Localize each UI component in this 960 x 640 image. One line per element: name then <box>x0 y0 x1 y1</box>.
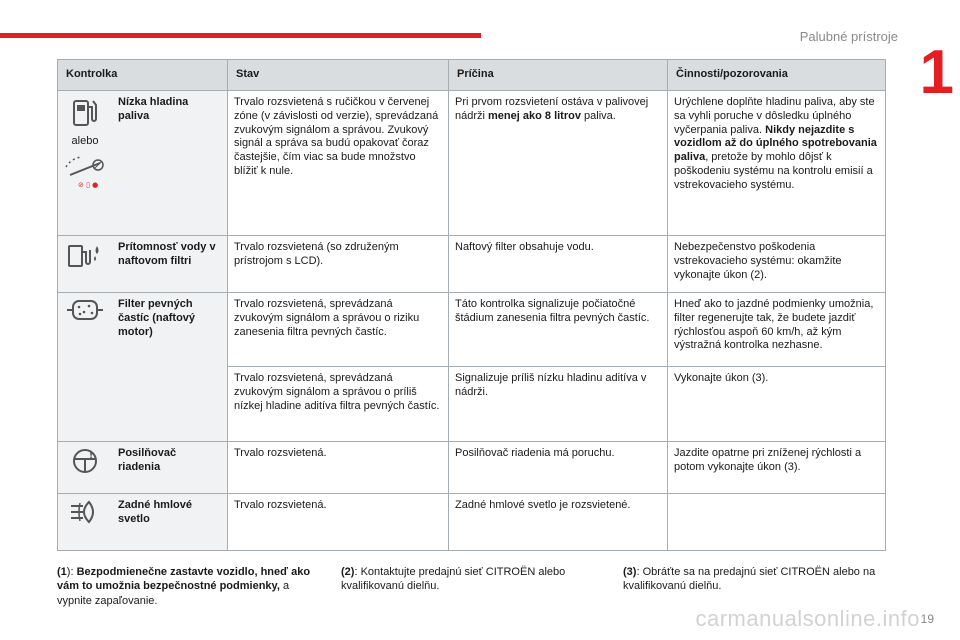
icon-cell <box>58 494 113 551</box>
svg-text:!: ! <box>89 451 94 461</box>
col-header-cinnosti: Činnosti/pozorovania <box>668 60 886 91</box>
section-title: Palubné prístroje <box>799 29 898 44</box>
cause-emphasis: menej ako 8 litrov <box>488 109 581 122</box>
action-emphasis: Nikdy nejazdite s vozidlom až do úplného spotrebovania paliva <box>674 123 877 163</box>
action-cell <box>668 91 886 236</box>
action-cell <box>668 494 886 551</box>
icon-cell <box>58 442 113 494</box>
col-header-stav: Stav <box>228 60 449 91</box>
col-header-kontrolka: Kontrolka <box>58 60 228 91</box>
svg-text:⊘ ▯ ●: ⊘ ▯ ● <box>78 180 99 189</box>
light-name: Zadné hmlové svetlo <box>112 494 228 551</box>
table-row <box>58 442 886 494</box>
state-cell: Trvalo rozsvietená. <box>228 442 449 494</box>
light-name: Posilňovač riadenia <box>112 442 228 494</box>
rear-fog-light-icon <box>62 498 108 526</box>
state-cell: Trvalo rozsvietená s ručičkou v červenej zóne (v závislosti od verzie), sprevádzaná zvukovým signálom a správou. Zvukový signál a správa sa budú opakovať čoraz častejšie, čím viac sa bude množstvo blížiť k nule. <box>228 91 449 236</box>
action-cell: Nebezpečenstvo poškodenia vstrekovacieho systému: okamžite vykonajte úkon (2). <box>668 236 886 293</box>
table-row <box>58 293 886 367</box>
warning-lights-table <box>57 59 886 551</box>
icon-cell <box>58 236 113 293</box>
cause-cell: Zadné hmlové svetlo je rozsvietené. <box>449 494 668 551</box>
action-cell: Hneď ako to jazdné podmienky umožnia, filter regenerujte tak, že budete jazdiť rýchlosťou aspoň 60 km/h, až kým výstražná kontrolka nezhasne. <box>668 293 886 367</box>
fuel-pump-icon <box>62 95 108 129</box>
footnote-2 <box>341 565 601 594</box>
footnote-3 <box>623 565 885 594</box>
particle-filter-icon <box>62 297 108 323</box>
icon-cell <box>58 293 113 442</box>
cause-text: Pri prvom rozsvietení ostáva v palivovej nádrži <box>455 96 649 122</box>
table-row <box>58 494 886 551</box>
page-number: 19 <box>920 612 934 626</box>
state-cell: Trvalo rozsvietená, sprevádzaná zvukovým signálom a správou o riziku zanesenia filtra pevných častíc. <box>228 293 449 367</box>
table-row <box>58 91 886 236</box>
light-name: Prítomnosť vody v naftovom filtri <box>112 236 228 293</box>
cause-cell: Posilňovač riadenia má poruchu. <box>449 442 668 494</box>
footnote-1-sep: ): <box>66 566 74 578</box>
action-text: Urýchlene doplňte hladinu paliva, aby ste sa vyhli poruche v dôsledku úplného vyčerpania paliva. <box>674 96 875 136</box>
cause-text-end: paliva. <box>584 109 616 122</box>
table-row <box>58 236 886 293</box>
footnote-2-ref: (2) <box>341 566 355 578</box>
light-name: Nízka hladina paliva <box>112 91 228 236</box>
fuel-gauge-icon <box>62 153 108 189</box>
cause-cell: Táto kontrolka signalizuje počiatočné štádium zanesenia filtra pevných častíc. <box>449 293 668 367</box>
cause-cell <box>449 91 668 236</box>
action-cell: Jazdite opatrne pri zníženej rýchlosti a potom vykonajte úkon (3). <box>668 442 886 494</box>
footnote-1 <box>57 565 312 608</box>
watermark: carmanualsonline.info <box>695 606 920 631</box>
state-cell: Trvalo rozsvietená (so združeným prístrojom s LCD). <box>228 236 449 293</box>
power-steering-icon <box>62 446 108 476</box>
header-accent-bar <box>0 33 481 38</box>
chapter-number: 1 <box>919 38 954 107</box>
action-cell: Vykonajte úkon (3). <box>668 367 886 442</box>
col-header-pricina: Príčina <box>449 60 668 91</box>
footnote-1-ref: (1 <box>57 566 67 578</box>
water-in-diesel-icon <box>62 240 108 270</box>
footnote-3-text: : Obráťte sa na predajnú sieť CITROËN alebo na kvalifikovanú dielňu. <box>623 566 876 593</box>
light-name: Filter pevných častíc (naftový motor) <box>112 293 228 442</box>
footnote-2-text: : Kontaktujte predajnú sieť CITROËN alebo kvalifikovanú dielňu. <box>341 566 566 593</box>
alternative-label: alebo <box>71 135 99 147</box>
cause-cell: Naftový filter obsahuje vodu. <box>449 236 668 293</box>
footnote-1-text: a vypnite zapaľovanie. <box>57 580 290 607</box>
footnote-1-bold: Bezpodmienečne zastavte vozidlo, hneď ako vám to umožnia bezpečnostné podmienky, <box>57 566 311 593</box>
cause-cell: Signalizuje príliš nízku hladinu aditíva v nádrži. <box>449 367 668 442</box>
state-cell: Trvalo rozsvietená. <box>228 494 449 551</box>
action-text-end: , pretože by mohlo dôjsť k poškodeniu systému na kontrolu emisií a vstrekovacieho systému. <box>674 151 873 191</box>
footnote-3-ref: (3) <box>623 566 637 578</box>
icon-cell <box>58 91 113 236</box>
state-cell: Trvalo rozsvietená, sprevádzaná zvukovým signálom a správou o príliš nízkej hladine aditíva filtra pevných častíc. <box>228 367 449 442</box>
table-header-row <box>58 60 886 91</box>
